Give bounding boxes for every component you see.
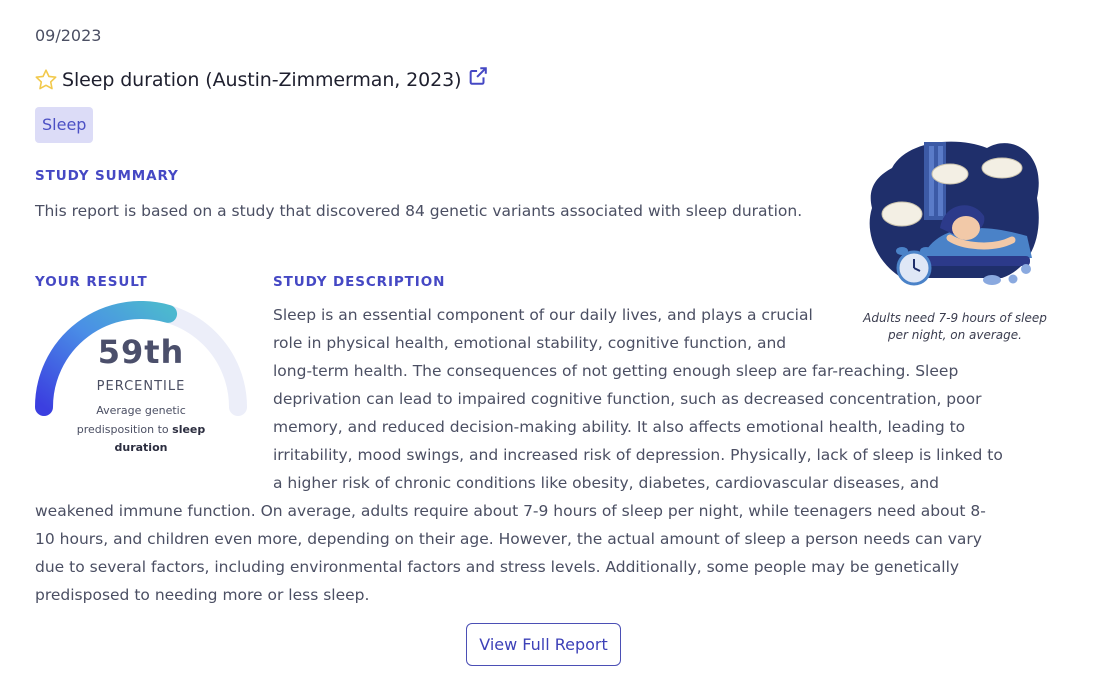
study-description-heading: STUDY DESCRIPTION [273, 274, 446, 290]
title-row [34, 65, 489, 95]
description-line: deprivation can lead to impaired cognitive function, such as decreased concentration, poor [273, 390, 982, 408]
description-line: long-term health. The consequences of not getting enough sleep are far-reaching. Sleep [273, 362, 959, 380]
category-tag[interactable]: Sleep [35, 107, 93, 143]
star-icon[interactable] [34, 68, 58, 92]
study-summary-text: This report is based on a study that discovered 84 genetic variants associated with sleep duration. [35, 202, 803, 220]
description-line: 10 hours, and children even more, depending on their age. However, the actual amount of sleep a person needs can vary [35, 530, 982, 548]
study-title: Sleep duration (Austin-Zimmerman, 2023) [62, 69, 462, 91]
percentile-description-prefix: Average genetic predisposition to [76, 404, 186, 436]
percentile-value: 59th [97, 333, 185, 371]
sleeping-person-illustration [862, 128, 1046, 296]
description-line: irritability, mood swings, and increased risk of depression. Physically, lack of sleep is linked to [273, 446, 1003, 464]
description-line: role in physical health, emotional stability, cognitive function, and [273, 334, 787, 352]
description-line: predisposed to needing more or less sleep. [35, 586, 370, 604]
percentile-description [64, 402, 218, 458]
percentile-label: PERCENTILE [96, 379, 186, 394]
description-line: memory, and reduced decision-making ability. It also affects emotional health, leading to [273, 418, 966, 436]
external-link-icon[interactable] [467, 65, 489, 87]
description-line: due to several factors, including environmental factors and stress levels. Additionally, some people may be genetically [35, 558, 960, 576]
view-full-report-button[interactable]: View Full Report [466, 623, 621, 666]
study-summary-heading: STUDY SUMMARY [35, 168, 179, 184]
description-line: a higher risk of chronic conditions like obesity, diabetes, cardiovascular diseases, and [273, 474, 939, 492]
percentile-trait: sleep duration [114, 422, 206, 454]
description-line: weakened immune function. On average, adults require about 7-9 hours of sleep per night, while teenagers need about 8- [35, 502, 986, 520]
your-result-heading: YOUR RESULT [35, 274, 148, 290]
description-line: Sleep is an essential component of our daily lives, and plays a crucial [273, 306, 813, 324]
report-date: 09/2023 [35, 26, 102, 45]
illustration-caption: Adults need 7-9 hours of sleep per night, on average. [863, 311, 1047, 342]
